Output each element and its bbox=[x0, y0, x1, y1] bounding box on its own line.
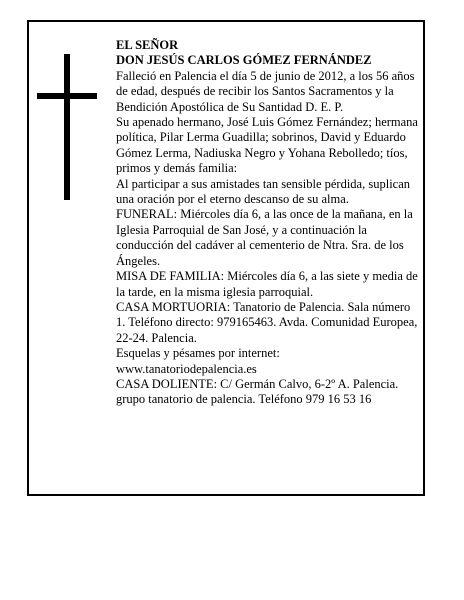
notice-paragraph-home: CASA DOLIENTE: C/ Germán Calvo, 6-2º A. Palencia. bbox=[116, 376, 399, 391]
cross-horizontal-bar bbox=[37, 93, 97, 99]
notice-paragraph-family: Su apenado hermano, José Luis Gómez Fernández; hermana política, Pilar Lerma Guadilla; sobrinos, David y Eduardo Gómez Lerma, Nadiuska Negro y Yohana Rebolledo; tíos, primos y demás familia: bbox=[116, 115, 418, 176]
notice-website: www.tanatoriodepalencia.es bbox=[116, 361, 257, 376]
notice-text bbox=[116, 38, 422, 408]
obituary-notice bbox=[27, 20, 425, 496]
notice-paragraph-death: Falleció en Palencia el día 5 de junio de 2012, a los 56 años de edad, después de recibir los Santos Sacramentos y la Bendición Apostólica de Su Santidad D. E. P. bbox=[116, 68, 415, 114]
notice-paragraph-family-mass: MISA DE FAMILIA: Miércoles día 6, a las siete y media de la tarde, en la misma iglesia parroquial. bbox=[116, 269, 418, 299]
notice-paragraph-prayer: Al participar a sus amistades tan sensible pérdida, suplican una oración por el eterno descanso de su alma. bbox=[116, 176, 411, 207]
notice-heading-title: EL SEÑOR bbox=[116, 38, 179, 52]
notice-paragraph-condolences: Esquelas y pésames por internet: bbox=[116, 346, 280, 361]
cross-vertical-bar bbox=[64, 54, 70, 200]
notice-paragraph-contact: grupo tanatorio de palencia. Teléfono 979 16 53 16 bbox=[116, 392, 372, 407]
notice-paragraph-funeral: FUNERAL: Miércoles día 6, a las once de la mañana, en la Iglesia Parroquial de San José, y a continuación la conducción del cadáver al cementerio de Ntra. Sra. de los Ángeles. bbox=[116, 207, 413, 268]
cross-icon bbox=[37, 54, 97, 200]
notice-heading-name: DON JESÚS CARLOS GÓMEZ FERNÁNDEZ bbox=[116, 53, 372, 68]
notice-paragraph-mortuary: CASA MORTUORIA: Tanatorio de Palencia. Sala número 1. Teléfono directo: 979165463. Avda. Comunidad Europea, 22-24. Palencia. bbox=[116, 299, 418, 345]
